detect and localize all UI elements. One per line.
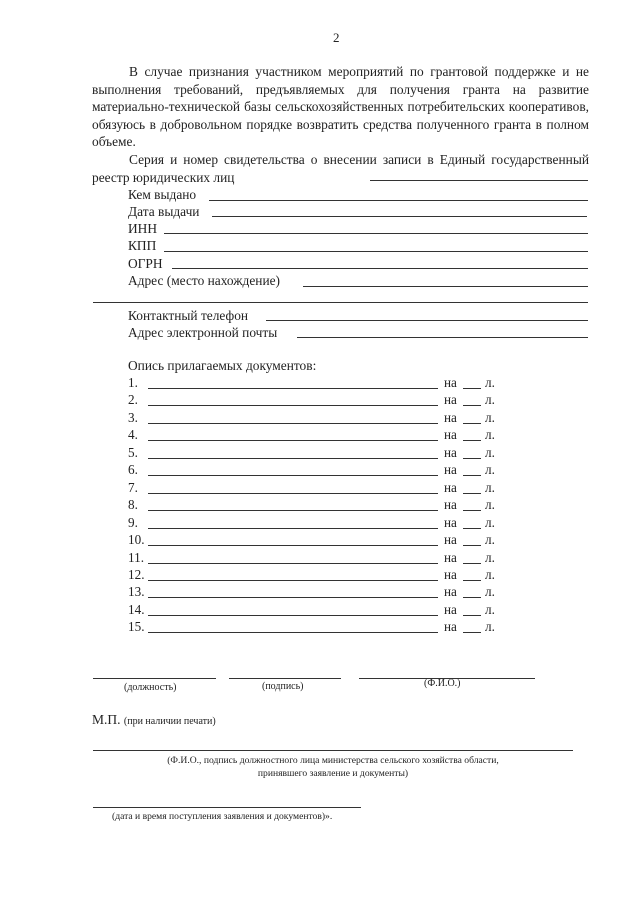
document-na-label: на (444, 497, 457, 513)
document-sheets-label: л. (485, 549, 495, 565)
phone-field-line[interactable] (266, 320, 588, 321)
document-number: 15. (128, 619, 145, 635)
stamp-note: (при наличии печати) (123, 716, 216, 727)
document-row (128, 497, 500, 514)
document-sheets-label: л. (485, 584, 495, 600)
document-number: 11. (128, 549, 144, 565)
certificate-field-line[interactable] (370, 180, 588, 181)
documents-heading: Опись прилагаемых документов: (128, 358, 317, 373)
address-field-line-2[interactable] (93, 302, 588, 303)
document-pages-line[interactable] (463, 493, 481, 494)
document-pages-line[interactable] (463, 632, 481, 633)
document-na-label: на (444, 479, 457, 495)
document-pages-line[interactable] (463, 545, 481, 546)
position-caption: (должность) (124, 682, 177, 693)
document-na-label: на (444, 549, 457, 565)
document-sheets-label: л. (485, 514, 495, 530)
document-number: 12. (128, 566, 145, 582)
issue-date-field-line[interactable] (212, 216, 587, 217)
document-sheets-label: л. (485, 619, 495, 635)
document-sheets-label: л. (485, 601, 495, 617)
document-sheets-label: л. (485, 444, 495, 460)
inn-label: ИНН (128, 221, 158, 236)
document-number: 9. (128, 514, 138, 530)
document-number: 7. (128, 479, 138, 495)
kpp-label: КПП (128, 238, 157, 253)
document-row (128, 550, 500, 567)
date-line[interactable] (93, 807, 361, 808)
document-name-line[interactable] (148, 405, 438, 406)
issued-by-label: Кем выдано (128, 187, 197, 202)
document-number: 2. (128, 392, 138, 408)
document-sheets-label: л. (485, 566, 495, 582)
document-sheets-label: л. (485, 479, 495, 495)
obligation-paragraph: В случае признания участником мероприятий по грантовой поддержке и не выполнения требований, предъявляемых для получения гранта на развитие материально-технической базы сельскохозяйственных потребительских кооперативов, обязуюсь в добровольном порядке возвратить средства полученного гранта в полном объеме. (92, 64, 589, 150)
kpp-field-line[interactable] (164, 251, 588, 252)
document-name-line[interactable] (148, 388, 438, 389)
document-sheets-label: л. (485, 392, 495, 408)
email-field-line[interactable] (297, 337, 588, 338)
official-signature-line[interactable] (93, 750, 573, 751)
document-na-label: на (444, 601, 457, 617)
document-name-line[interactable] (148, 563, 438, 564)
document-name-line[interactable] (148, 493, 438, 494)
address-label: Адрес (место нахождение) (128, 273, 281, 288)
document-sheets-label: л. (485, 409, 495, 425)
document-name-line[interactable] (148, 458, 438, 459)
document-name-line[interactable] (148, 632, 438, 633)
document-na-label: на (444, 584, 457, 600)
document-pages-line[interactable] (463, 510, 481, 511)
document-number: 1. (128, 375, 138, 390)
document-na-label: на (444, 427, 457, 443)
document-pages-line[interactable] (463, 405, 481, 406)
document-sheets-label: л. (485, 427, 495, 443)
document-number: 10. (128, 532, 145, 548)
document-na-label: на (444, 514, 457, 530)
document-row (128, 427, 500, 444)
document-sheets-label: л. (485, 462, 495, 478)
document-name-line[interactable] (148, 510, 438, 511)
document-pages-line[interactable] (463, 440, 481, 441)
document-number: 8. (128, 497, 138, 513)
document-row (128, 480, 500, 497)
document-na-label: на (444, 444, 457, 460)
document-pages-line[interactable] (463, 475, 481, 476)
date-caption: (дата и время поступления заявления и документов)». (112, 811, 333, 822)
certificate-label: Серия и номер свидетельства о внесении записи в Единый государственный реестр юридических лиц (92, 152, 589, 185)
document-pages-line[interactable] (463, 528, 481, 529)
document-row (128, 392, 500, 409)
document-number: 6. (128, 462, 138, 478)
document-pages-line[interactable] (463, 563, 481, 564)
address-field-line[interactable] (303, 286, 588, 287)
official-caption-2: принявшего заявление и документы) (257, 768, 409, 779)
document-pages-line[interactable] (463, 580, 481, 581)
document-name-line[interactable] (148, 528, 438, 529)
document-name-line[interactable] (148, 580, 438, 581)
document-number: 4. (128, 427, 138, 443)
document-number: 13. (128, 584, 145, 600)
ogrn-field-line[interactable] (172, 268, 588, 269)
document-na-label: на (444, 532, 457, 548)
ogrn-label: ОГРН (128, 256, 163, 271)
issued-by-field-line[interactable] (209, 200, 588, 201)
document-name-line[interactable] (148, 545, 438, 546)
document-row (128, 567, 500, 584)
document-number: 5. (128, 444, 138, 460)
position-line[interactable] (93, 678, 216, 679)
phone-label: Контактный телефон (128, 308, 249, 323)
document-pages-line[interactable] (463, 388, 481, 389)
stamp-mp: М.П. (92, 712, 121, 727)
page-number: 2 (333, 30, 340, 45)
email-label: Адрес электронной почты (128, 325, 278, 340)
document-na-label: на (444, 619, 457, 635)
document-name-line[interactable] (148, 615, 438, 616)
inn-field-line[interactable] (164, 233, 588, 234)
document-pages-line[interactable] (463, 597, 481, 598)
document-pages-line[interactable] (463, 615, 481, 616)
signature-line[interactable] (229, 678, 341, 679)
document-name-line[interactable] (148, 475, 438, 476)
document-row (128, 619, 500, 636)
document-na-label: на (444, 462, 457, 478)
document-na-label: на (444, 566, 457, 582)
signature-caption: (подпись) (262, 681, 304, 692)
document-row (128, 445, 500, 462)
document-sheets-label: л. (485, 375, 495, 390)
document-name-line[interactable] (148, 440, 438, 441)
document-row (128, 375, 500, 392)
document-row (128, 584, 500, 601)
document-number: 14. (128, 601, 145, 617)
document-pages-line[interactable] (463, 458, 481, 459)
document-row (128, 410, 500, 427)
name-caption: (Ф.И.О.) (424, 678, 461, 689)
document-name-line[interactable] (148, 423, 438, 424)
document-row (128, 462, 500, 479)
stamp-label (92, 712, 216, 728)
document-sheets-label: л. (485, 532, 495, 548)
document-row (128, 515, 500, 532)
official-caption-1: (Ф.И.О., подпись должностного лица министерства сельского хозяйства области, (167, 755, 499, 766)
document-row (128, 602, 500, 619)
document-sheets-label: л. (485, 497, 495, 513)
document-na-label: на (444, 375, 457, 390)
document-row (128, 532, 500, 549)
issue-date-label: Дата выдачи (128, 204, 200, 219)
document-pages-line[interactable] (463, 423, 481, 424)
document-number: 3. (128, 409, 138, 425)
document-na-label: на (444, 392, 457, 408)
document-na-label: на (444, 409, 457, 425)
document-name-line[interactable] (148, 597, 438, 598)
